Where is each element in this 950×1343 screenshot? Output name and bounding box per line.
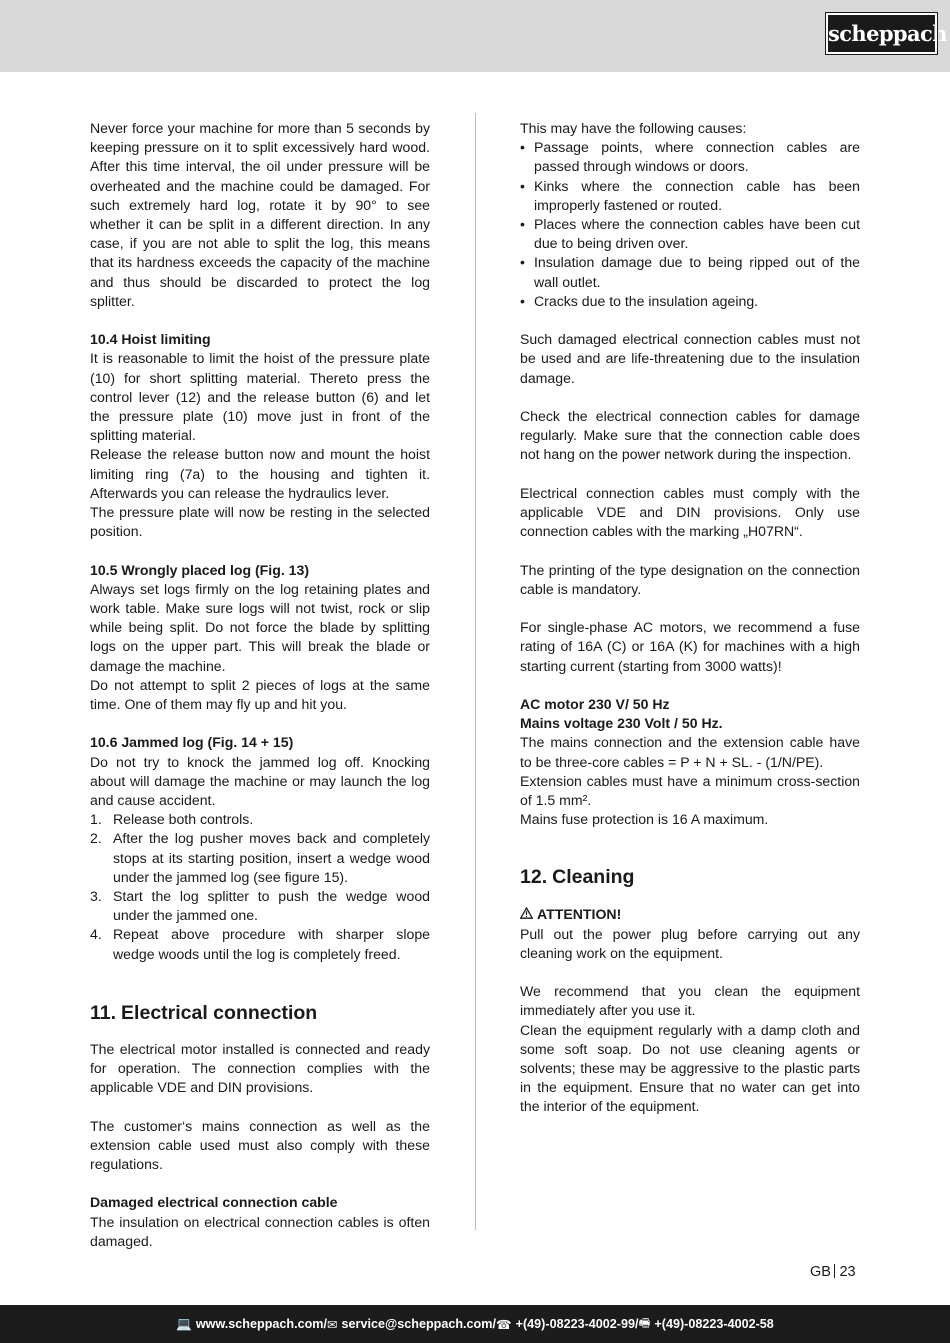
page-number-value: 23 bbox=[839, 1264, 856, 1280]
cleaning-paragraph-2: Clean the equipment regularly with a damp cloth and some soft soap. Do not use cleaning agents or solvents; these may be aggressive to the plastic parts in the equipment. Ensure that no water can get into the interior of the equipment. bbox=[520, 1021, 860, 1115]
cleaning-paragraph-1: We recommend that you clean the equipment immediately after you use it. bbox=[520, 983, 860, 1019]
attention-label: ATTENTION! bbox=[537, 906, 622, 923]
attention-heading bbox=[520, 905, 860, 924]
column-divider bbox=[475, 113, 476, 1230]
bullet: • bbox=[520, 254, 525, 271]
step-text: Start the log splitter to push the wedge wood under the jammed one. bbox=[113, 888, 430, 924]
jammed-log-heading: 10.6 Jammed log (Fig. 14 + 15) bbox=[90, 734, 294, 751]
phone-number: +(49)-08223-4002-99 bbox=[515, 1317, 636, 1331]
ac-paragraph-2: Extension cables must have a minimum cross-section of 1.5 mm². bbox=[520, 772, 860, 809]
scheppach-logo: scheppach bbox=[826, 13, 937, 54]
list-item bbox=[520, 138, 860, 176]
hoist-limiting-heading: 10.4 Hoist limiting bbox=[90, 331, 211, 348]
list-item bbox=[90, 887, 430, 925]
type-designation-paragraph: The printing of the type designation on the connection cable is mandatory. bbox=[520, 561, 860, 597]
damaged-cable-heading: Damaged electrical connection cable bbox=[90, 1194, 338, 1211]
hoist-paragraph-2: Release the release button now and mount the hoist limiting ring (7a) to the housing and tighten it. Afterwards you can release the hydraulics lever. bbox=[90, 446, 430, 501]
electrical-paragraph-2: The customer‘s mains connection as well as the extension cable used must also comply with these regulations. bbox=[90, 1117, 430, 1173]
hoist-paragraph-3: The pressure plate will now be resting in the selected position. bbox=[90, 504, 430, 540]
page-number bbox=[810, 1264, 856, 1280]
footer-separator: / bbox=[492, 1317, 496, 1331]
comply-paragraph: Electrical connection cables must comply with the applicable VDE and DIN provisions. Only use connection cables with the marking „H07RN“. bbox=[520, 484, 860, 540]
right-column bbox=[520, 119, 860, 1117]
ac-paragraph-1: The mains connection and the extension cable have to be three-core cables = P + N + SL. - (1/N/PE). bbox=[520, 734, 860, 770]
computer-icon: 💻 bbox=[176, 1316, 192, 1331]
warning-triangle-icon bbox=[520, 905, 535, 924]
step-text: Release both controls. bbox=[113, 811, 254, 828]
list-item bbox=[520, 215, 860, 253]
cleaning-title bbox=[520, 865, 860, 889]
list-item bbox=[520, 253, 860, 291]
wrongly-placed-paragraph-2: Do not attempt to split 2 pieces of logs at the same time. One of them may fly up and hit you. bbox=[90, 676, 430, 713]
cause-text: Cracks due to the insulation ageing. bbox=[534, 292, 759, 309]
website-link[interactable]: www.scheppach.com bbox=[195, 1317, 324, 1331]
attention-paragraph: Pull out the power plug before carrying out any cleaning work on the equipment. bbox=[520, 925, 860, 961]
cause-text: Passage points, where connection cables are passed through windows or doors. bbox=[534, 139, 860, 175]
email-link[interactable]: service@scheppach.com bbox=[341, 1317, 493, 1331]
fax-number: +(49)-08223-4002-58 bbox=[654, 1317, 774, 1331]
fax-icon: 🖷 bbox=[638, 1315, 651, 1330]
step-number: 3. bbox=[90, 888, 102, 905]
section-title: Cleaning bbox=[552, 866, 635, 889]
phone-icon: ☎ bbox=[495, 1317, 512, 1332]
list-item bbox=[90, 925, 430, 963]
step-number: 2. bbox=[90, 830, 102, 847]
jammed-log-paragraph: Do not try to knock the jammed log off. Knocking about will damage the machine or may launch the log and cause accident. bbox=[90, 753, 430, 809]
causes-list bbox=[520, 138, 860, 311]
header-band bbox=[0, 0, 950, 72]
hoist-paragraph-1: It is reasonable to limit the hoist of the pressure plate (10) for short splitting material. Thereto press the control lever (12) and the release button (6) and let the pressure plate (10) move just in front of the splitting material. bbox=[90, 350, 430, 444]
intro-paragraph: Never force your machine for more than 5 seconds by keeping pressure on it to split excessively hard wood. After this time interval, the oil under pressure will be overheated and the machine could be damaged. For such extremely hard log, rotate it by 90° to see whether it can be split in a different direction. In any case, if you are not able to split the log, this means that its hardness exceeds the capacity of the machine and thus should be discarded to protect the log splitter. bbox=[90, 120, 430, 309]
electrical-connection-title bbox=[90, 1001, 430, 1025]
step-number: 4. bbox=[90, 926, 102, 943]
jammed-log-steps bbox=[90, 810, 430, 964]
page-number-separator bbox=[834, 1264, 836, 1278]
cause-text: Insulation damage due to being ripped out of the wall outlet. bbox=[534, 254, 860, 290]
footer-separator: / bbox=[323, 1317, 327, 1331]
bullet: • bbox=[520, 139, 525, 156]
bullet: • bbox=[520, 177, 525, 194]
fuse-paragraph: For single-phase AC motors, we recommend a fuse rating of 16A (C) or 16A (K) for machines with a high starting current (starting from 3000 watts)! bbox=[520, 619, 860, 674]
causes-intro: This may have the following causes: bbox=[520, 120, 747, 136]
ac-motor-heading: AC motor 230 V/ 50 Hz bbox=[520, 696, 670, 712]
list-item bbox=[520, 292, 860, 311]
damaged-warning-paragraph: Such damaged electrical connection cables must not be used and are life-threatening due to the insulation damage. bbox=[520, 331, 860, 386]
wrongly-placed-paragraph-1: Always set logs firmly on the log retaining plates and work table. Make sure logs will not twist, rock or slip while being split. Do not force the blade by splitting logs on the upper part. This will break the blade or damage the machine. bbox=[90, 580, 430, 674]
section-title: Electrical connection bbox=[121, 1001, 318, 1024]
wrongly-placed-heading: 10.5 Wrongly placed log (Fig. 13) bbox=[90, 561, 310, 578]
list-item bbox=[520, 177, 860, 215]
list-item bbox=[90, 810, 430, 829]
step-text: Repeat above procedure with sharper slope wedge woods until the log is completely freed. bbox=[113, 926, 430, 962]
step-number: 1. bbox=[90, 811, 102, 828]
left-column bbox=[90, 119, 430, 1251]
damaged-cable-paragraph: The insulation on electrical connection cables is often damaged. bbox=[90, 1213, 430, 1249]
step-text: After the log pusher moves back and completely stops at its starting position, insert a wedge wood under the jammed log (see figure 15). bbox=[113, 830, 430, 885]
check-cables-paragraph: Check the electrical connection cables for damage regularly. Make sure that the connection cable does not hang on the power network during the inspection. bbox=[520, 408, 860, 463]
electrical-paragraph-1: The electrical motor installed is connected and ready for operation. The connection complies with the applicable VDE and DIN provisions. bbox=[90, 1040, 430, 1096]
bullet: • bbox=[520, 292, 525, 309]
bullet: • bbox=[520, 216, 525, 233]
footer-contact-bar bbox=[0, 1305, 950, 1343]
cause-text: Places where the connection cables have been cut due to being driven over. bbox=[534, 216, 860, 252]
mains-voltage-heading: Mains voltage 230 Volt / 50 Hz. bbox=[520, 715, 723, 732]
email-icon: ✉ bbox=[326, 1317, 338, 1332]
section-number: 11. bbox=[90, 1001, 117, 1024]
list-item bbox=[90, 829, 430, 887]
footer-separator: / bbox=[635, 1317, 639, 1331]
language-code: GB bbox=[810, 1264, 831, 1280]
cause-text: Kinks where the connection cable has been improperly fastened or routed. bbox=[534, 177, 860, 213]
section-number: 12. bbox=[520, 866, 548, 889]
ac-paragraph-3: Mains fuse protection is 16 A maximum. bbox=[520, 811, 769, 828]
